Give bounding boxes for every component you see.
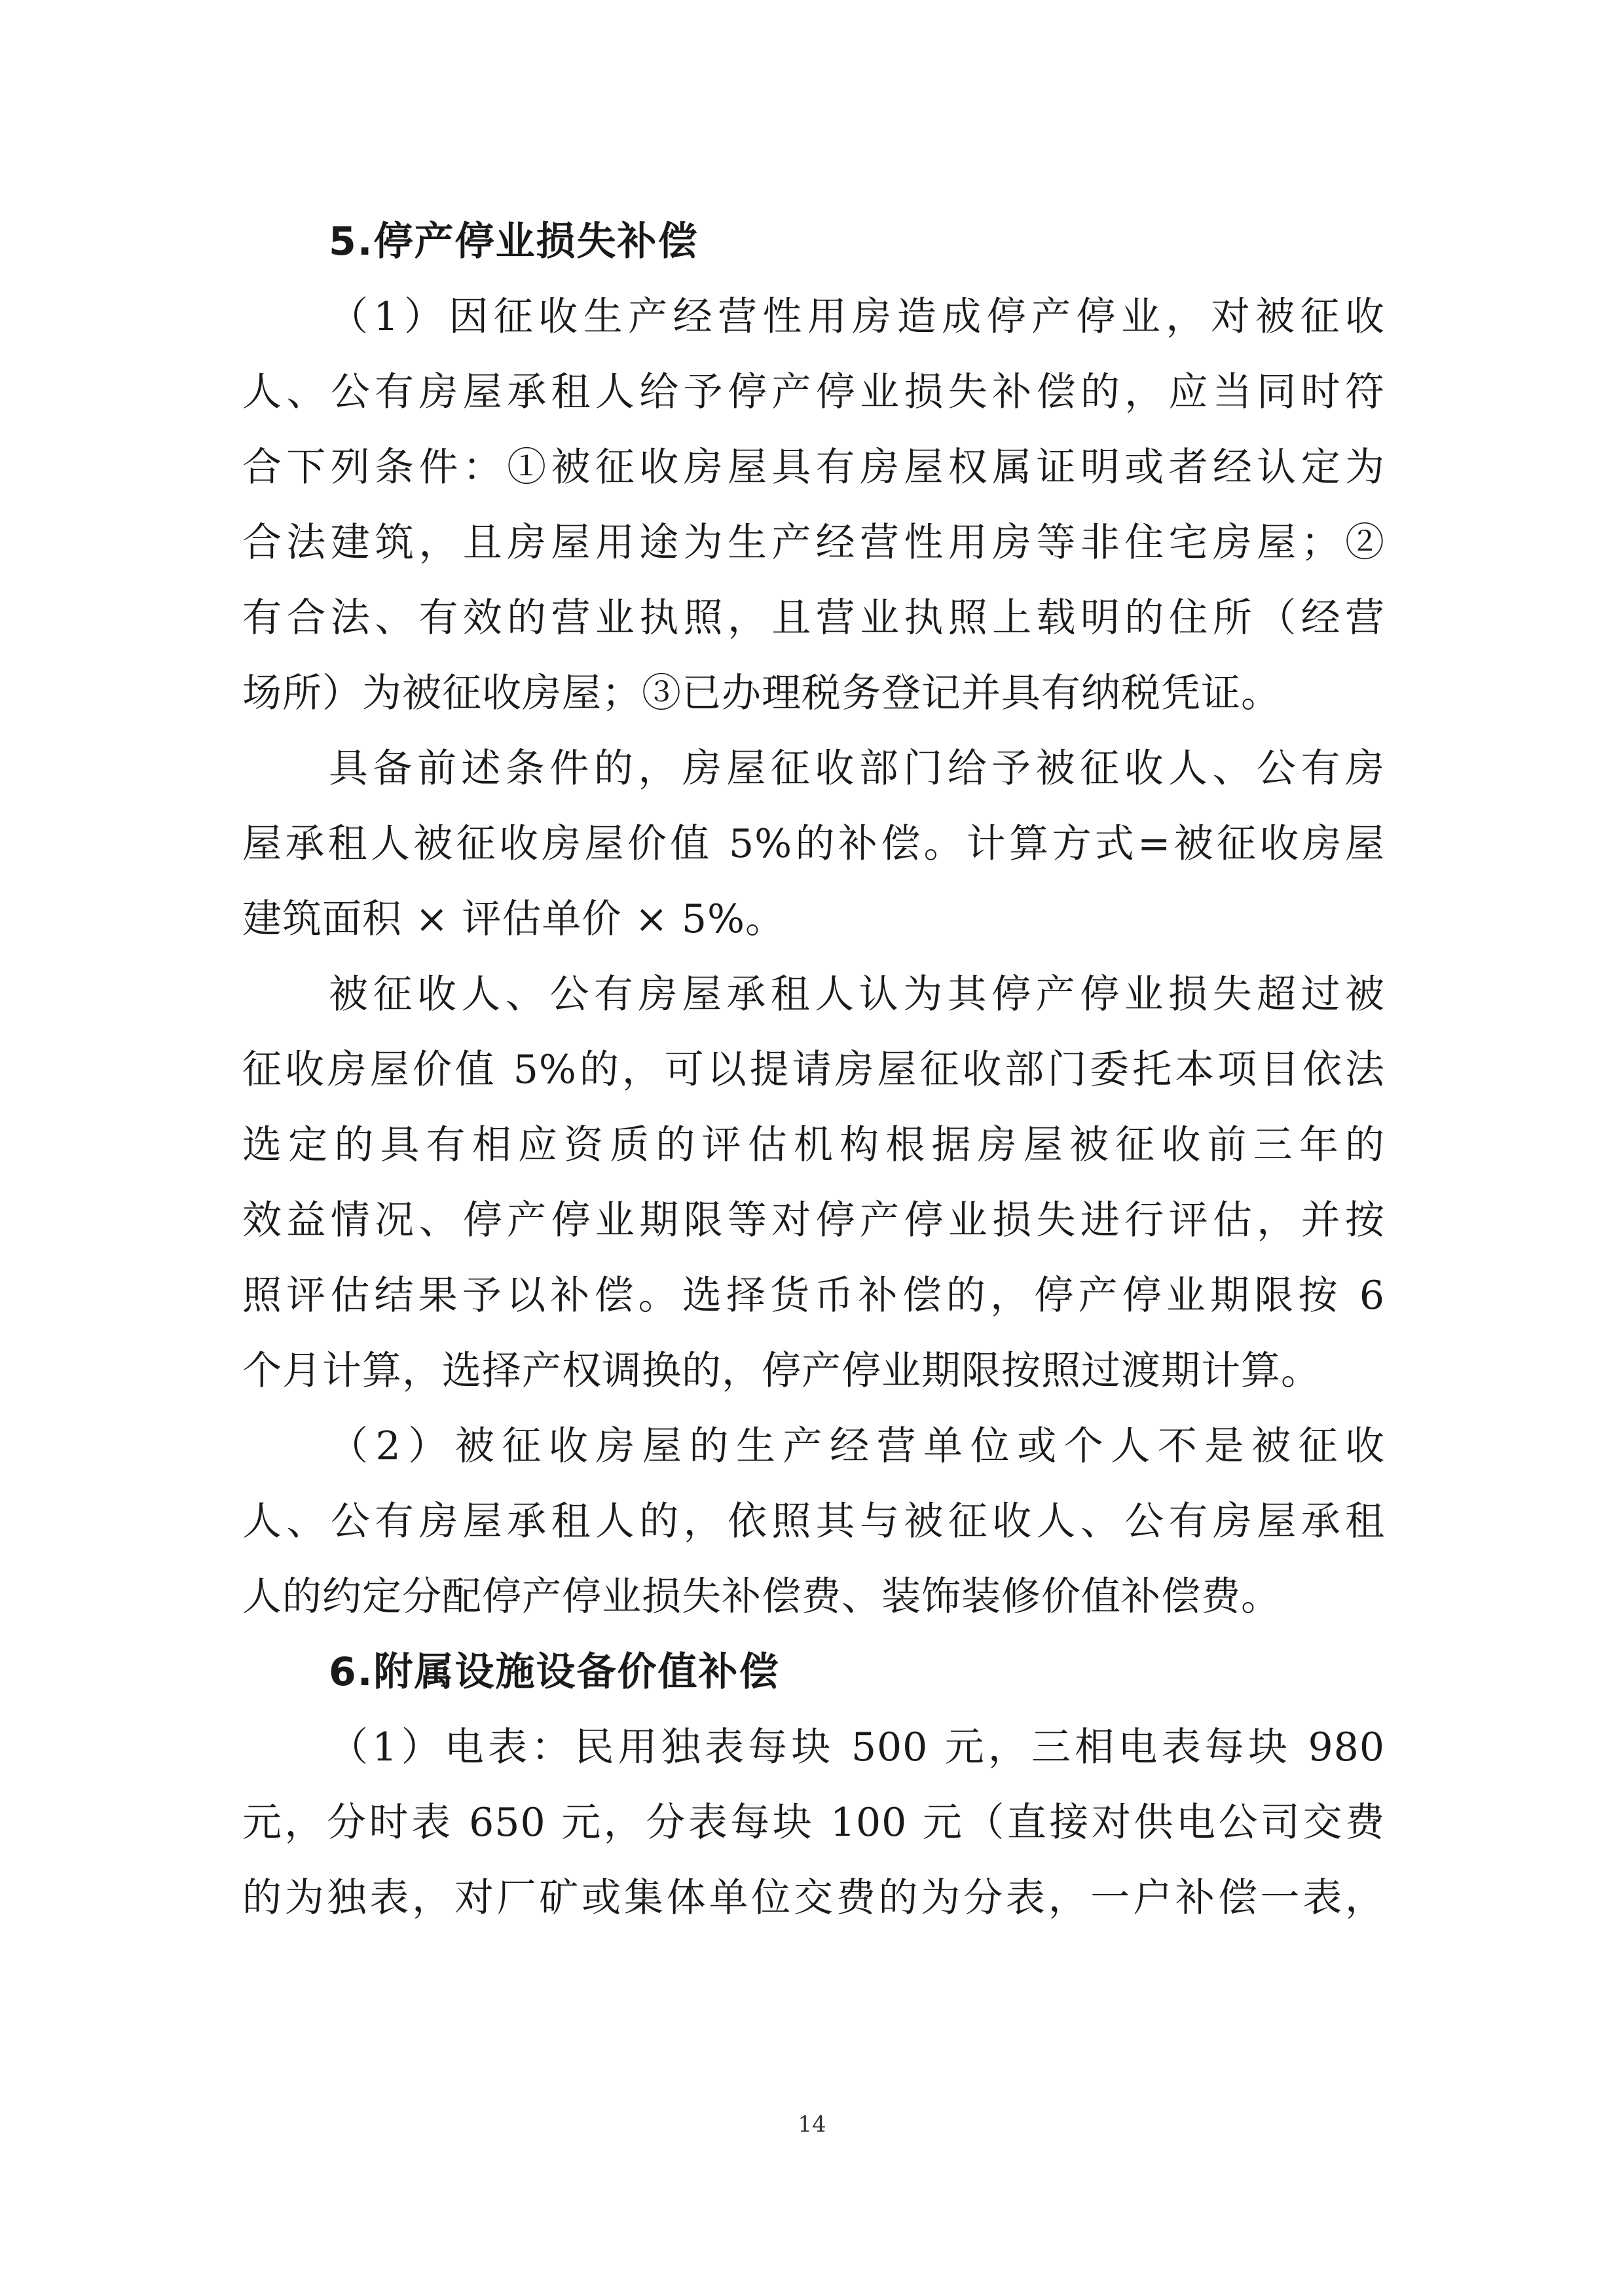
paragraph-line: 效益情况、停产停业期限等对停产停业损失进行评估，并按 bbox=[242, 1197, 1385, 1243]
paragraph-line: （2）被征收房屋的生产经营单位或个人不是被征收 bbox=[329, 1423, 1385, 1469]
paragraph-line: 被征收人、公有房屋承租人认为其停产停业损失超过被 bbox=[329, 972, 1385, 1017]
paragraph-line: 的为独表，对厂矿或集体单位交费的为分表，一户补偿一表， bbox=[242, 1875, 1385, 1921]
paragraph-line: （1）电表：民用独表每块 500 元，三相电表每块 980 bbox=[329, 1724, 1385, 1770]
paragraph-line: 征收房屋价值 5%的，可以提请房屋征收部门委托本项目依法 bbox=[242, 1047, 1385, 1093]
paragraph-line: 照评估结果予以补偿。选择货币补偿的，停产停业期限按 6 bbox=[242, 1273, 1385, 1319]
page-body bbox=[242, 204, 1385, 1936]
section-heading: 5.停产停业损失补偿 bbox=[329, 219, 699, 264]
paragraph-line: 具备前述条件的，房屋征收部门给予被征收人、公有房 bbox=[329, 746, 1385, 792]
paragraph-line: 建筑面积 × 评估单价 × 5%。 bbox=[242, 896, 786, 942]
paragraph-line: 场所）为被征收房屋；③已办理税务登记并具有纳税凭证。 bbox=[242, 670, 1281, 716]
paragraph-line: 人、公有房屋承租人的，依照其与被征收人、公有房屋承租 bbox=[242, 1499, 1385, 1544]
paragraph-line: 人的约定分配停产停业损失补偿费、装饰装修价值补偿费。 bbox=[242, 1574, 1281, 1620]
paragraph-line: 合法建筑，且房屋用途为生产经营性用房等非住宅房屋；② bbox=[242, 520, 1385, 566]
paragraph-line: 个月计算，选择产权调换的，停产停业期限按照过渡期计算。 bbox=[242, 1348, 1321, 1394]
paragraph-line: 有合法、有效的营业执照，且营业执照上载明的住所（经营 bbox=[242, 595, 1385, 641]
paragraph-line: 选定的具有相应资质的评估机构根据房屋被征收前三年的 bbox=[242, 1122, 1385, 1168]
section-heading: 6.附属设施设备价值补偿 bbox=[329, 1649, 780, 1695]
paragraph-line: 合下列条件：①被征收房屋具有房屋权属证明或者经认定为 bbox=[242, 445, 1385, 490]
page-number: 14 bbox=[798, 2111, 826, 2138]
paragraph-line: 屋承租人被征收房屋价值 5%的补偿。计算方式=被征收房屋 bbox=[242, 821, 1385, 867]
paragraph-line: （1）因征收生产经营性用房造成停产停业，对被征收 bbox=[329, 294, 1385, 340]
paragraph-line: 元，分时表 650 元，分表每块 100 元（直接对供电公司交费 bbox=[242, 1800, 1385, 1846]
paragraph-line: 人、公有房屋承租人给予停产停业损失补偿的，应当同时符 bbox=[242, 369, 1385, 415]
